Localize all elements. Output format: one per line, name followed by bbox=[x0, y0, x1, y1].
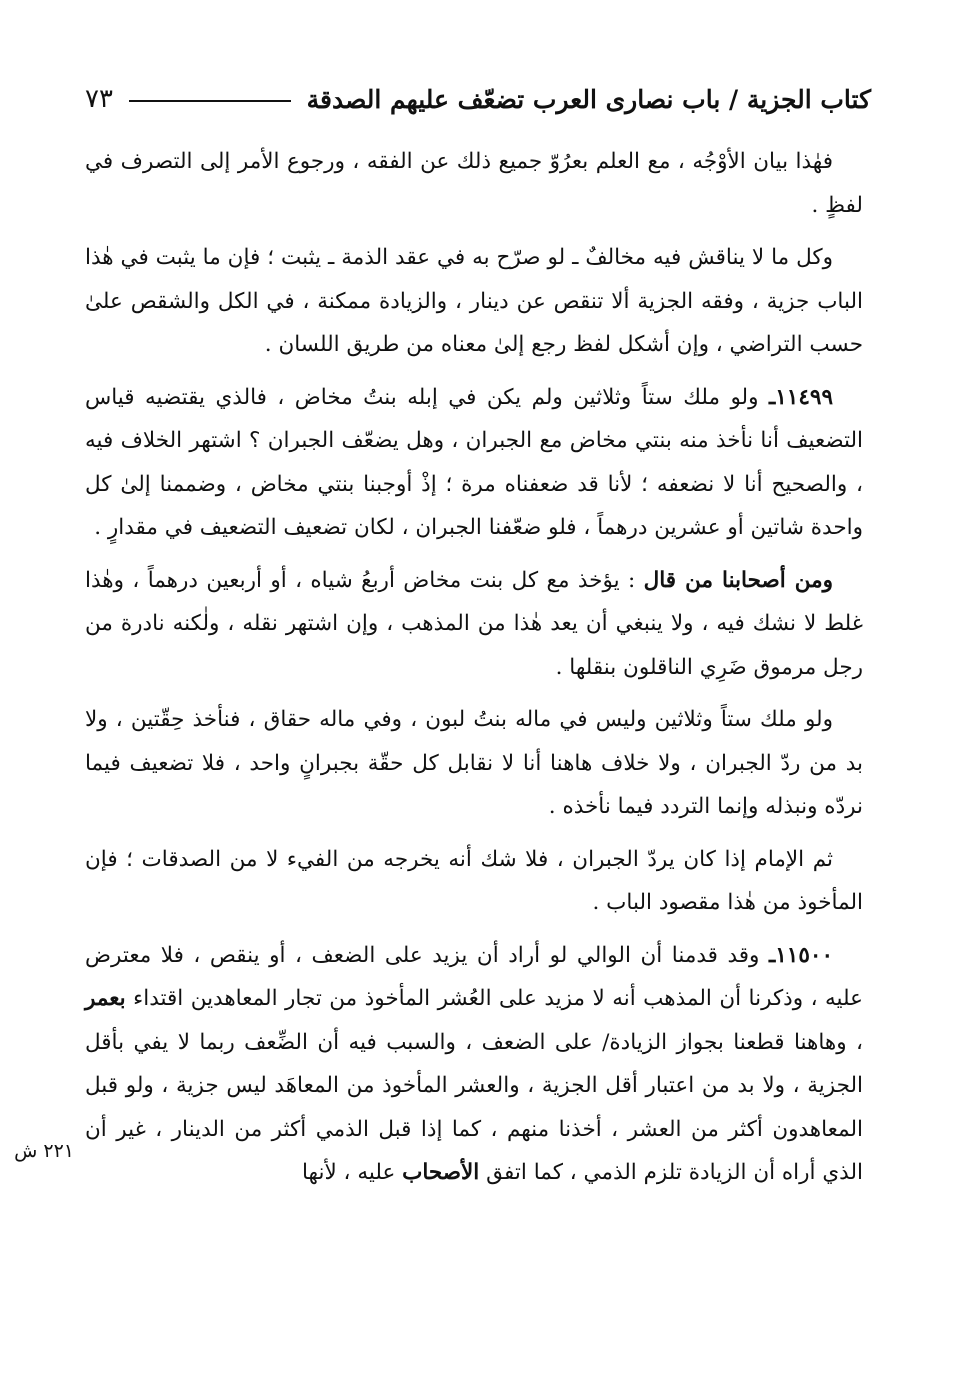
paragraph bbox=[85, 140, 863, 227]
header-rule bbox=[129, 100, 291, 102]
paragraph-text: ولو ملك ستاً وثلاثين وليس في ماله بنتُ لبون ، وفي ماله حقاق ، فنأخذ حِقّتين ، ولا بد من ردّ الجبران ، ولا خلاف هاهنا أنا لا نقابل كل حقّة بجبرانٍ واحد ، فلا تضعيف فيما نردّه ونبذله وإنما التردد فيما نأخذه . bbox=[85, 707, 863, 819]
paragraph bbox=[85, 376, 863, 550]
paragraph-text: وقد قدمنا أن الوالي لو أراد أن يزيد على الضعف ، أو ينقص ، فلا معترض عليه ، وذكرنا أن المذهب أنه لا مزيد على العُشر المأخوذ من تجار المعاهدين اقتداء bbox=[85, 942, 863, 1011]
paragraph bbox=[85, 698, 863, 829]
running-header bbox=[85, 82, 871, 116]
paragraph bbox=[85, 838, 863, 925]
paragraph-text: عليه ، لأنها bbox=[302, 1160, 403, 1185]
header-title: كتاب الجزية / باب نصارى العرب تضعّف عليهم الصدقة bbox=[306, 84, 871, 114]
paragraph bbox=[85, 559, 863, 690]
bold-name: بعمر bbox=[85, 986, 126, 1011]
paragraph-text: ، وهاهنا قطعنا بجواز الزيادة/ على الضعف ، والسبب فيه أن الضِّعف ربما لا يفي بأقل الجزية ، ولا بد من اعتبار أقل الجزية ، والعشر المأخوذ من المعاهَد ليس جزية ، ولو قبل المعاهدون أكثر من العشر ، أخذنا منهم ، كما إذا قبل الذمي أكثر من الدينار ، غير أن الذي أراه أن الزيادة تلزم الذمي ، كما اتفق bbox=[85, 1029, 863, 1185]
bold-term: الأصحاب bbox=[402, 1160, 480, 1185]
paragraph-text: فهٰذا بيان الأوْجُه ، مع العلم بعرُوّ جميع ذلك عن الفقه ، ورجوع الأمر إلى التصرف في لفظٍ . bbox=[85, 149, 863, 218]
paragraph-number: ١١٤٩٩ـ bbox=[768, 384, 833, 410]
paragraph-number: ١١٥٠٠ـ bbox=[768, 942, 833, 968]
margin-folio-note: ٢٢١ ش bbox=[14, 1140, 74, 1162]
paragraph-text: ثم الإمام إذا كان يردّ الجبران ، فلا شك أنه يخرجه من الفيء لا من الصدقات ؛ فإن المأخوذ من هٰذا مقصود الباب . bbox=[85, 846, 863, 915]
paragraph-text: وكل ما لا يناقش فيه مخالفٌ ـ لو صرّح به في عقد الذمة ـ يثبت ؛ فإن ما يثبت في هٰذا الباب جزية ، وفقه الجزية ألا تنقص عن دينار ، والزيادة ممكنة ، في الكل والشقص علىٰ حسب التراضي ، وإن أشكل لفظ رجع إلىٰ معناه من طريق اللسان . bbox=[85, 245, 863, 357]
paragraph bbox=[85, 236, 863, 367]
paragraph bbox=[85, 934, 863, 1195]
paragraph-text: : يؤخذ مع كل بنت مخاض أربعُ شياه ، أو أربعين درهماً ، وهٰذا غلط لا نشك فيه ، ولا ينبغي أن يعد هٰذا من المذهب ، وإن اشتهر نقله ، ولٰكنه نادرة من رجل مرموق ضَرِي الناقلون بنقلها . bbox=[85, 567, 863, 680]
paragraph-lead: ومن أصحابنا من قال bbox=[643, 567, 834, 593]
page-number: ٧٣ bbox=[85, 84, 113, 114]
body-text bbox=[85, 140, 863, 1204]
paragraph-text: ولو ملك ستاً وثلاثين ولم يكن في إبله بنتُ مخاض ، فالذي يقتضيه قياس التضعيف أنا نأخذ منه بنتي مخاض مع الجبران ، وهل يضعّف الجبران ؟ اشتهر الخلاف فيه ، والصحيح أنا لا نضعفه ؛ لأنا قد ضعفناه مرة ؛ إذْ أوجبنا بنتي مخاض ، وضممنا إلىٰ كل واحدة شاتين أو عشرين درهماً ، فلو ضعّفنا الجبران ، لكان تضعيف التضعيف في مقدارٍ . bbox=[85, 384, 863, 540]
